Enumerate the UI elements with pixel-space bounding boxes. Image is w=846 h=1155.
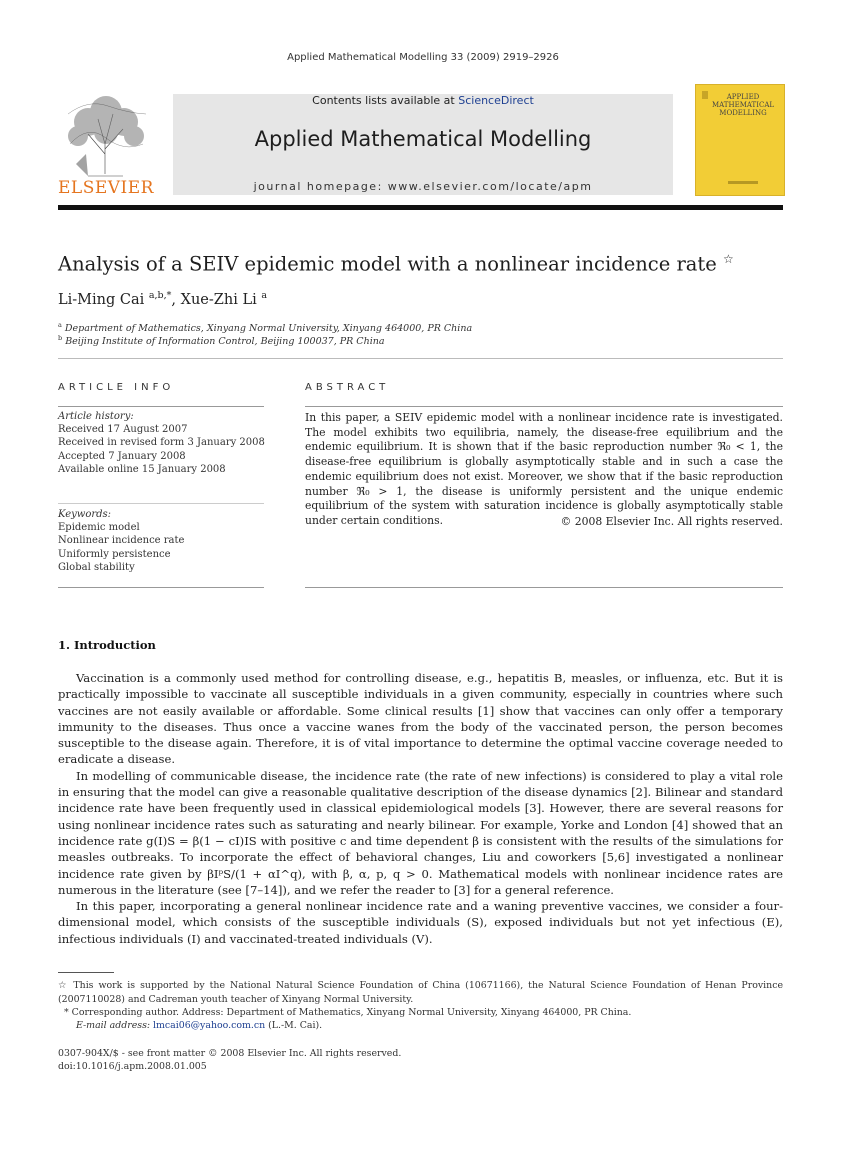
- history-label: Article history:: [58, 411, 134, 422]
- abstract-copyright: © 2008 Elsevier Inc. All rights reserved.: [560, 515, 783, 528]
- divider: [58, 503, 264, 504]
- article-title-text: Analysis of a SEIV epidemic model with a nonlinear incidence rate: [58, 252, 717, 276]
- email-footnote: [58, 1019, 783, 1033]
- divider: [58, 587, 264, 588]
- email-suffix: (L.-M. Cai).: [268, 1020, 323, 1031]
- author-list: [58, 290, 267, 308]
- keyword: Uniformly persistence: [58, 549, 171, 560]
- journal-cover-image: [695, 84, 785, 196]
- divider: [305, 406, 783, 407]
- article-title: [58, 252, 734, 276]
- footnote-rule: [58, 972, 114, 973]
- journal-title: Applied Mathematical Modelling: [254, 127, 592, 151]
- title-footnote-mark[interactable]: ☆: [723, 252, 734, 266]
- history-item: Accepted 7 January 2008: [58, 451, 186, 462]
- abstract-text: In this paper, a SEIV epidemic model with a nonlinear incidence rate is investigated. The model exhibits two equilibria, namely, the disease-free equilibrium and the endemic equilibrium. It is shown that if the basic reproduction number ℜ₀ < 1, the disease-free equilibrium is globally asymptotically stable and in such a case the endemic equilibrium does not exist. Moreover, we show that if the basic reproduction number ℜ₀ > 1, the disease is uniformly persistent and the unique endemic equilibrium of the system with saturation incidence is globally asymptotically stable under certain conditions.: [305, 411, 783, 527]
- affiliation: [58, 334, 385, 347]
- sciencedirect-link[interactable]: ScienceDirect: [458, 94, 534, 107]
- article-info-heading: ARTICLE INFO: [58, 382, 175, 393]
- keyword: Global stability: [58, 562, 135, 573]
- keywords-label: Keywords:: [58, 509, 112, 520]
- issn-line: 0307-904X/$ - see front matter © 2008 Elsevier Inc. All rights reserved.: [58, 1048, 402, 1059]
- paragraph: In modelling of communicable disease, the incidence rate (the rate of new infections) is considered to play a vital role in ensuring that the model can give a reasonable qualitative description of the disease dynamics [2]. Bilinear and standard incidence rate have been frequently used in classical epidemiological models [3]. However, there are several reasons for using nonlinear incidence rates such as saturating and nearly bilinear. For example, Yorke and London [4] showed that an incidence rate g(I)S = β(1 − cI)IS with positive c and time dependent β is consistent with the results of the simulations for measles outbreaks. To incorporate the effect of behavioral changes, Liu and coworkers [5,6] investigated a nonlinear incidence rate given by βIᵖS/(1 + αI^q), with β, α, p, q > 0. Mathematical models with nonlinear incidence rates are numerous in the literature (see [7–14]), and we refer the reader to [3] for a general reference.: [58, 768, 783, 897]
- history-item: Received in revised form 3 January 2008: [58, 437, 265, 448]
- funding-footnote: ☆ This work is supported by the National Natural Science Foundation of China (10671166), the Natural Science Foundation of Henan Province (2007110028) and Cadreman youth teacher of Xinyang Normal University.: [58, 980, 783, 1005]
- divider: [58, 358, 783, 359]
- intro-body: [58, 670, 783, 947]
- history-item: Available online 15 January 2008: [58, 464, 226, 475]
- abstract-heading: ABSTRACT: [305, 382, 390, 393]
- contents-prefix: Contents lists available at: [312, 94, 455, 107]
- history-item: Received 17 August 2007: [58, 424, 188, 435]
- author-name: , Xue-Zhi Li: [171, 291, 257, 308]
- elsevier-wordmark: ELSEVIER: [58, 178, 154, 198]
- paragraph: In this paper, incorporating a general nonlinear incidence rate and a waning preventive vaccines, we consider a four-dimensional model, which consists of the susceptible individuals (S), exposed individuals but not yet infectious (E), infectious individuals (I) and vaccinated-treated individuals (V).: [58, 899, 783, 946]
- cover-publisher-mark: [728, 181, 758, 184]
- contents-line: [173, 94, 673, 107]
- keyword: Nonlinear incidence rate: [58, 535, 185, 546]
- author-name: Li-Ming Cai: [58, 291, 145, 308]
- section-heading: 1. Introduction: [58, 638, 156, 652]
- corresponding-author-footnote: * Corresponding author. Address: Department of Mathematics, Xinyang Normal University, Xinyang 464000, PR China.: [64, 1007, 632, 1018]
- email-label: E-mail address:: [76, 1020, 151, 1031]
- affiliation-mark: a: [58, 321, 62, 329]
- cover-title: APPLIED MATHEMATICAL MODELLING: [711, 93, 775, 117]
- journal-homepage[interactable]: journal homepage: www.elsevier.com/locate/apm: [253, 180, 593, 193]
- divider: [305, 587, 783, 588]
- header-divider: [58, 205, 783, 210]
- divider: [58, 406, 264, 407]
- affiliation-mark: b: [58, 334, 63, 342]
- running-header: Applied Mathematical Modelling 33 (2009) 2919–2926: [287, 52, 559, 63]
- author-affiliation-marks[interactable]: a,b,*: [148, 290, 172, 301]
- email-link[interactable]: lmcai06@yahoo.com.cn: [153, 1020, 266, 1031]
- paragraph: Vaccination is a commonly used method for controlling disease, e.g., hepatitis B, measles, or influenza, etc. But it is practically impossible to vaccinate all susceptible individuals in a given community, especially in countries where such vaccines are not easily available or affordable. Some clinical results [1] show that vaccines can only offer a temporary immunity to the diseases. Thus once a vaccine wanes from the body of the vaccinated person, the person becomes susceptible to the disease again. Therefore, it is of vital importance to determine the optimal vaccine coverage needed to eradicate a disease.: [58, 671, 783, 767]
- doi-line[interactable]: doi:10.1016/j.apm.2008.01.005: [58, 1061, 207, 1072]
- affiliation-text: Beijing Institute of Information Control, Beijing 100037, PR China: [65, 336, 385, 348]
- author-affiliation-marks[interactable]: a: [261, 290, 267, 301]
- keyword: Epidemic model: [58, 522, 140, 533]
- affiliation: [58, 321, 472, 334]
- affiliation-text: Department of Mathematics, Xinyang Normal University, Xinyang 464000, PR China: [64, 323, 473, 335]
